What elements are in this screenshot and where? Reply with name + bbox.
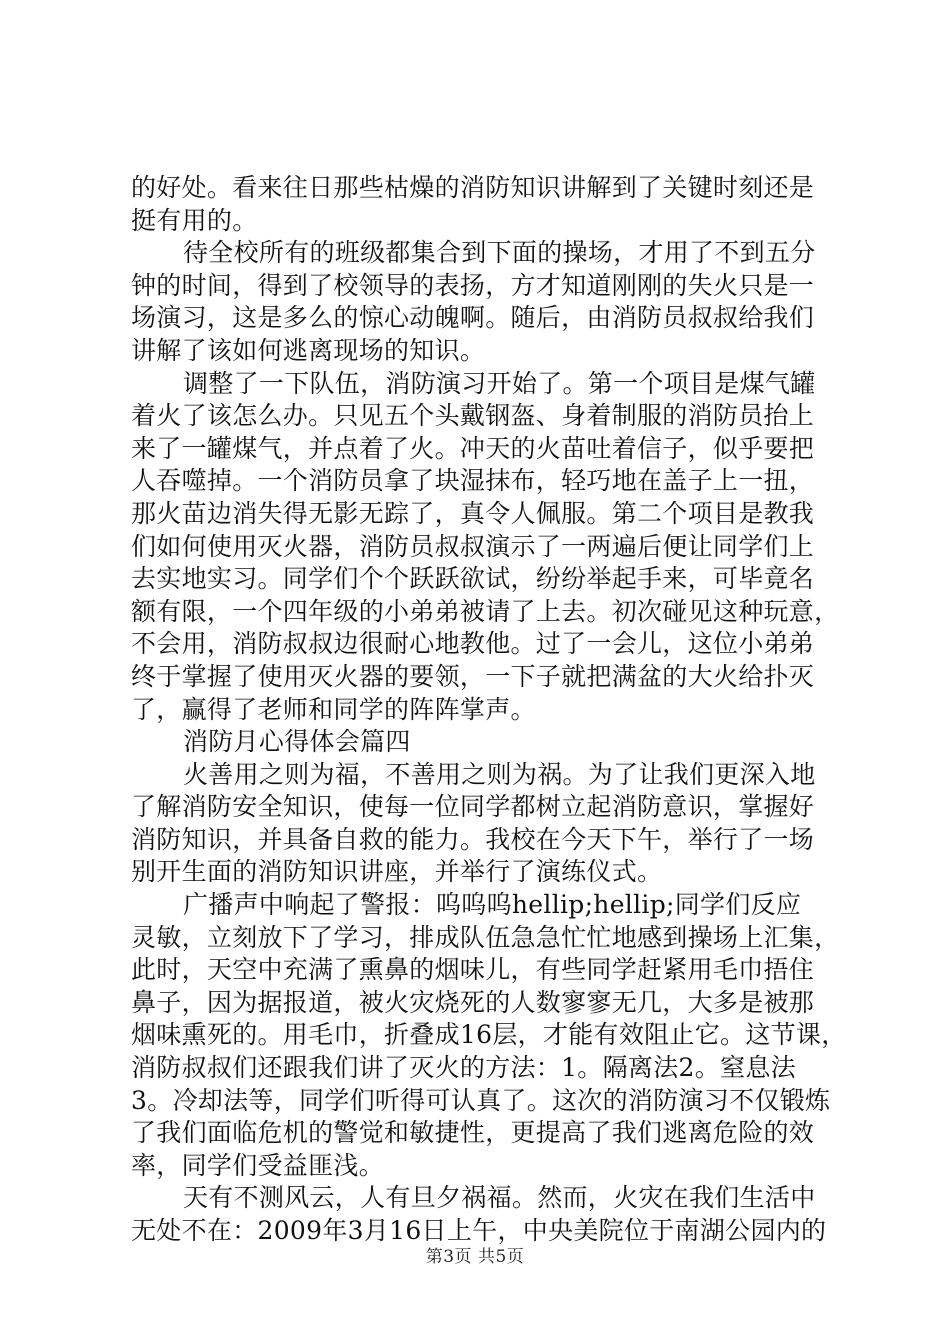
text-line: 去实地实习。同学们个个跃跃欲试，纷纷举起手来，可毕竟名 xyxy=(131,564,815,594)
text-line: 天有不测风云，人有旦夕祸福。然而，火灾在我们生活中 xyxy=(183,1183,816,1213)
text-line: 人吞噬掉。一个消防员拿了块湿抹布，轻巧地在盖子上一扭， xyxy=(131,466,815,496)
text-line: 广播声中响起了警报：呜呜呜hellip;hellip;同学们反应 xyxy=(183,890,802,920)
text-line: 消防月心得体会篇四 xyxy=(183,727,411,757)
text-line: 终于掌握了使用灭火器的要领，一下子就把满盆的大火给扑灭 xyxy=(131,661,815,691)
paragraph xyxy=(131,237,831,367)
text-line: 率，同学们受益匪浅。 xyxy=(131,1150,385,1180)
text-line: 了解消防安全知识，使每一位同学都树立起消防意识，掌握好 xyxy=(131,792,815,822)
text-line: 来了一罐煤气，并点着了火。冲天的火苗吐着信子，似乎要把 xyxy=(131,433,815,463)
text-line: 钟的时间，得到了校领导的表扬，方才知道刚刚的失火只是一 xyxy=(131,270,815,300)
paragraph xyxy=(131,726,831,759)
text-line: 消防知识，并具备自救的能力。我校在今天下午，举行了一场 xyxy=(131,824,815,854)
text-line: 了，赢得了老师和同学的阵阵掌声。 xyxy=(131,694,536,724)
text-line: 讲解了该如何逃离现场的知识。 xyxy=(131,335,486,365)
paragraph xyxy=(131,759,831,889)
text-line: 待全校所有的班级都集合到下面的操场，才用了不到五分 xyxy=(183,238,816,268)
text-line: 着火了该怎么办。只见五个头戴钢盔、身着制服的消防员抬上 xyxy=(131,401,815,431)
text-line: 烟味熏死的。用毛巾，折叠成16层，才能有效阻止它。这节课， xyxy=(131,1020,847,1050)
text-line: 此时，天空中充满了熏鼻的烟味儿，有些同学赶紧用毛巾捂住 xyxy=(131,955,815,985)
paragraph xyxy=(131,172,831,237)
text-line: 们如何使用灭火器，消防员叔叔演示了一两遍后便让同学们上 xyxy=(131,531,815,561)
text-line: 火善用之则为福，不善用之则为祸。为了让我们更深入地 xyxy=(183,759,816,789)
text-line: 了我们面临危机的警觉和敏捷性，更提高了我们逃离危险的效 xyxy=(131,1118,815,1148)
text-line: 3。冷却法等，同学们听得可认真了。这次的消防演习不仅锻炼 xyxy=(131,1085,831,1115)
text-line: 额有限，一个四年级的小弟弟被请了上去。初次碰见这种玩意， xyxy=(131,596,840,626)
paragraph xyxy=(131,368,840,727)
text-line: 挺有用的。 xyxy=(131,205,258,235)
text-line: 不会用，消防叔叔边很耐心地教他。过了一会儿，这位小弟弟 xyxy=(131,629,815,659)
text-line: 灵敏，立刻放下了学习，排成队伍急急忙忙地感到操场上汇集， xyxy=(131,922,840,952)
text-line: 鼻子，因为据报道，被火灾烧死的人数寥寥无几，大多是被那 xyxy=(131,987,815,1017)
text-line: 别开生面的消防知识讲座，并举行了演练仪式。 xyxy=(131,857,663,887)
text-line: 无处不在：2009年3月16日上午，中央美院位于南湖公园内的 xyxy=(131,1216,827,1245)
text-line: 那火苗边消失得无影无踪了，真令人佩服。第二个项目是教我 xyxy=(131,498,815,528)
paragraph xyxy=(131,889,847,1182)
text-line: 消防叔叔们还跟我们讲了灭火的方法：1。隔离法2。窒息法 xyxy=(131,1053,796,1083)
paragraph xyxy=(131,1182,831,1247)
page-footer: 第3页 共5页 xyxy=(425,1247,525,1267)
document-body xyxy=(131,172,847,1248)
text-line: 调整了一下队伍，消防演习开始了。第一个项目是煤气罐 xyxy=(183,368,816,398)
text-line: 的好处。看来往日那些枯燥的消防知识讲解到了关键时刻还是 xyxy=(131,173,815,202)
text-line: 场演习，这是多么的惊心动魄啊。随后，由消防员叔叔给我们 xyxy=(131,303,815,333)
